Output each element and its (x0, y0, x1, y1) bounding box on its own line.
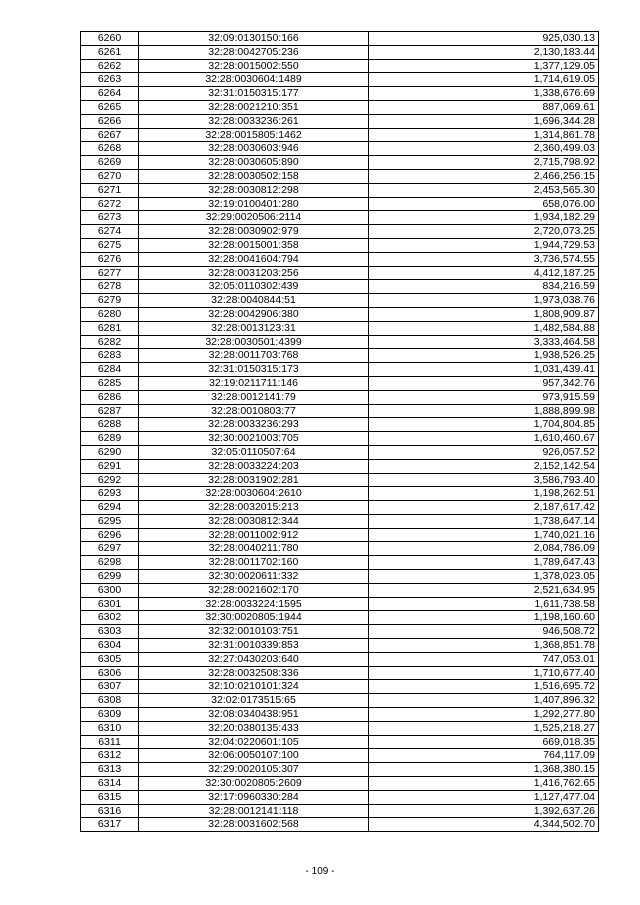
row-number-cell: 6276 (81, 252, 139, 266)
row-number-cell: 6287 (81, 404, 139, 418)
table-row (81, 501, 599, 515)
cadastral-number-cell: 32:28:0031602:568 (139, 818, 369, 832)
row-number-cell: 6264 (81, 87, 139, 101)
cadastral-number-cell: 32:28:0031902:281 (139, 473, 369, 487)
row-number-cell: 6298 (81, 556, 139, 570)
cadastral-number-cell: 32:08:0340438:951 (139, 708, 369, 722)
cadastral-number-cell: 32:28:0030501:4399 (139, 335, 369, 349)
cadastral-number-cell: 32:02:0173515:65 (139, 694, 369, 708)
cadastral-number-cell: 32:28:0030902:979 (139, 225, 369, 239)
table-row (81, 721, 599, 735)
table-row (81, 542, 599, 556)
cadastral-number-cell: 32:31:0150315:173 (139, 363, 369, 377)
value-cell: 2,466,256.15 (369, 169, 599, 183)
row-number-cell: 6294 (81, 501, 139, 515)
value-cell: 1,611,738.58 (369, 597, 599, 611)
value-cell: 1,808,909.87 (369, 307, 599, 321)
value-cell: 4,412,187.25 (369, 266, 599, 280)
value-cell: 1,368,851.78 (369, 639, 599, 653)
row-number-cell: 6306 (81, 666, 139, 680)
value-cell: 2,720,073.25 (369, 225, 599, 239)
table-row (81, 197, 599, 211)
table-row (81, 625, 599, 639)
value-cell: 1,127,477.04 (369, 790, 599, 804)
row-number-cell: 6268 (81, 142, 139, 156)
row-number-cell: 6288 (81, 418, 139, 432)
row-number-cell: 6289 (81, 432, 139, 446)
row-number-cell: 6281 (81, 321, 139, 335)
row-number-cell: 6296 (81, 528, 139, 542)
cadastral-number-cell: 32:28:0010803:77 (139, 404, 369, 418)
value-cell: 1,198,262.51 (369, 487, 599, 501)
table-row (81, 45, 599, 59)
value-cell: 1,392,637.26 (369, 804, 599, 818)
value-cell: 1,525,218.27 (369, 721, 599, 735)
row-number-cell: 6262 (81, 59, 139, 73)
cadastral-number-cell: 32:28:0011702:160 (139, 556, 369, 570)
table-row (81, 556, 599, 570)
table-row (81, 390, 599, 404)
table-row (81, 321, 599, 335)
table-row (81, 142, 599, 156)
cadastral-number-cell: 32:17:0960330:284 (139, 790, 369, 804)
value-cell: 925,030.13 (369, 32, 599, 46)
cadastral-number-cell: 32:28:0041604:794 (139, 252, 369, 266)
cadastral-number-cell: 32:28:0030812:344 (139, 514, 369, 528)
cadastral-number-cell: 32:28:0033236:261 (139, 114, 369, 128)
value-cell: 1,944,729.53 (369, 238, 599, 252)
cadastral-number-cell: 32:28:0032508:336 (139, 666, 369, 680)
value-cell: 1,377,129.05 (369, 59, 599, 73)
cadastral-number-cell: 32:09:0130150:166 (139, 32, 369, 46)
value-cell: 1,738,647.14 (369, 514, 599, 528)
table-row (81, 583, 599, 597)
page-number: - 109 - (305, 866, 335, 877)
cadastral-number-cell: 32:28:0030604:1489 (139, 73, 369, 87)
table-row (81, 473, 599, 487)
cadastral-number-cell: 32:05:0110302:439 (139, 280, 369, 294)
table-row (81, 611, 599, 625)
cadastral-number-cell: 32:10:0210101:324 (139, 680, 369, 694)
value-cell: 834,216.59 (369, 280, 599, 294)
row-number-cell: 6277 (81, 266, 139, 280)
row-number-cell: 6278 (81, 280, 139, 294)
row-number-cell: 6305 (81, 652, 139, 666)
row-number-cell: 6279 (81, 294, 139, 308)
value-cell: 2,152,142.54 (369, 459, 599, 473)
value-cell: 1,338,676.69 (369, 87, 599, 101)
row-number-cell: 6265 (81, 100, 139, 114)
cadastral-number-cell: 32:28:0030605:890 (139, 156, 369, 170)
cadastral-number-cell: 32:28:0040844:51 (139, 294, 369, 308)
cadastral-number-cell: 32:28:0011703:768 (139, 349, 369, 363)
cadastral-number-cell: 32:28:0032015:213 (139, 501, 369, 515)
table-row (81, 335, 599, 349)
cadastral-number-cell: 32:28:0021602:170 (139, 583, 369, 597)
table-row (81, 652, 599, 666)
value-cell: 1,482,584.88 (369, 321, 599, 335)
value-cell: 946,508.72 (369, 625, 599, 639)
table-row (81, 307, 599, 321)
table-row (81, 735, 599, 749)
value-cell: 3,586,793.40 (369, 473, 599, 487)
value-cell: 2,521,634.95 (369, 583, 599, 597)
value-cell: 1,516,695.72 (369, 680, 599, 694)
value-cell: 1,314,861.78 (369, 128, 599, 142)
cadastral-number-cell: 32:28:0012141:79 (139, 390, 369, 404)
row-number-cell: 6311 (81, 735, 139, 749)
row-number-cell: 6309 (81, 708, 139, 722)
cadastral-number-cell: 32:27:0430203:640 (139, 652, 369, 666)
table-row (81, 790, 599, 804)
value-cell: 1,740,021.16 (369, 528, 599, 542)
row-number-cell: 6285 (81, 376, 139, 390)
value-cell: 1,934,182.29 (369, 211, 599, 225)
cadastral-number-cell: 32:31:0010339:853 (139, 639, 369, 653)
table-row (81, 528, 599, 542)
cadastral-number-cell: 32:28:0033236:293 (139, 418, 369, 432)
cadastral-number-cell: 32:28:0030604:2610 (139, 487, 369, 501)
row-number-cell: 6272 (81, 197, 139, 211)
table-row (81, 487, 599, 501)
row-number-cell: 6293 (81, 487, 139, 501)
row-number-cell: 6280 (81, 307, 139, 321)
table-row (81, 432, 599, 446)
table-row (81, 639, 599, 653)
value-cell: 3,333,464.58 (369, 335, 599, 349)
cadastral-number-cell: 32:31:0150315:177 (139, 87, 369, 101)
row-number-cell: 6299 (81, 570, 139, 584)
cadastral-number-cell: 32:06:0050107:100 (139, 749, 369, 763)
table-row (81, 238, 599, 252)
cadastral-number-cell: 32:20:0380135:433 (139, 721, 369, 735)
cadastral-number-cell: 32:30:0020805:2609 (139, 777, 369, 791)
table-row (81, 445, 599, 459)
table-row (81, 818, 599, 832)
row-number-cell: 6304 (81, 639, 139, 653)
value-cell: 1,888,899.98 (369, 404, 599, 418)
row-number-cell: 6271 (81, 183, 139, 197)
value-cell: 2,187,617.42 (369, 501, 599, 515)
table-row (81, 777, 599, 791)
value-cell: 2,715,798.92 (369, 156, 599, 170)
value-cell: 1,031,439.41 (369, 363, 599, 377)
cadastral-number-cell: 32:28:0015002:550 (139, 59, 369, 73)
value-cell: 1,938,526.25 (369, 349, 599, 363)
value-cell: 926,057.52 (369, 445, 599, 459)
value-cell: 669,018.35 (369, 735, 599, 749)
value-cell: 2,453,565.30 (369, 183, 599, 197)
table-row (81, 114, 599, 128)
table-row (81, 597, 599, 611)
value-cell: 973,915.59 (369, 390, 599, 404)
table-row (81, 763, 599, 777)
cadastral-number-cell: 32:29:0020506:2114 (139, 211, 369, 225)
cadastral-number-cell: 32:28:0015001:358 (139, 238, 369, 252)
cadastral-number-cell: 32:28:0021210:351 (139, 100, 369, 114)
value-cell: 4,344,502.70 (369, 818, 599, 832)
cadastral-number-cell: 32:28:0040211:780 (139, 542, 369, 556)
table-row (81, 32, 599, 46)
cadastral-number-cell: 32:28:0013123:31 (139, 321, 369, 335)
cadastral-number-cell: 32:28:0012141:118 (139, 804, 369, 818)
row-number-cell: 6295 (81, 514, 139, 528)
table-row (81, 459, 599, 473)
table-row (81, 749, 599, 763)
table-row (81, 680, 599, 694)
cadastral-number-cell: 32:04:0220601:105 (139, 735, 369, 749)
row-number-cell: 6266 (81, 114, 139, 128)
row-number-cell: 6284 (81, 363, 139, 377)
row-number-cell: 6307 (81, 680, 139, 694)
row-number-cell: 6316 (81, 804, 139, 818)
row-number-cell: 6261 (81, 45, 139, 59)
value-cell: 1,416,762.65 (369, 777, 599, 791)
row-number-cell: 6286 (81, 390, 139, 404)
value-cell: 1,368,380.15 (369, 763, 599, 777)
cadastral-number-cell: 32:28:0030502:158 (139, 169, 369, 183)
row-number-cell: 6317 (81, 818, 139, 832)
row-number-cell: 6303 (81, 625, 139, 639)
value-cell: 1,407,896.32 (369, 694, 599, 708)
table-row (81, 169, 599, 183)
row-number-cell: 6308 (81, 694, 139, 708)
cadastral-number-cell: 32:30:0020611:332 (139, 570, 369, 584)
value-cell: 1,973,038.76 (369, 294, 599, 308)
value-cell: 957,342.76 (369, 376, 599, 390)
table-row (81, 708, 599, 722)
row-number-cell: 6313 (81, 763, 139, 777)
row-number-cell: 6263 (81, 73, 139, 87)
value-cell: 1,696,344.28 (369, 114, 599, 128)
row-number-cell: 6290 (81, 445, 139, 459)
value-cell: 1,710,677.40 (369, 666, 599, 680)
cadastral-number-cell: 32:30:0021003:705 (139, 432, 369, 446)
cadastral-number-cell: 32:05:0110507:64 (139, 445, 369, 459)
table-row (81, 294, 599, 308)
table-row (81, 804, 599, 818)
table-row (81, 666, 599, 680)
row-number-cell: 6310 (81, 721, 139, 735)
value-cell: 1,610,460.67 (369, 432, 599, 446)
table-row (81, 694, 599, 708)
row-number-cell: 6283 (81, 349, 139, 363)
row-number-cell: 6282 (81, 335, 139, 349)
cadastral-value-table (80, 31, 599, 832)
row-number-cell: 6291 (81, 459, 139, 473)
value-cell: 764,117.09 (369, 749, 599, 763)
value-cell: 1,714,619.05 (369, 73, 599, 87)
row-number-cell: 6300 (81, 583, 139, 597)
table-row (81, 363, 599, 377)
cadastral-number-cell: 32:30:0020805:1944 (139, 611, 369, 625)
table-row (81, 514, 599, 528)
value-cell: 887,069.61 (369, 100, 599, 114)
table-row (81, 570, 599, 584)
table-row (81, 404, 599, 418)
value-cell: 1,198,160.60 (369, 611, 599, 625)
table-row (81, 225, 599, 239)
row-number-cell: 6269 (81, 156, 139, 170)
row-number-cell: 6315 (81, 790, 139, 804)
cadastral-number-cell: 32:28:0011002:912 (139, 528, 369, 542)
value-cell: 1,704,804.85 (369, 418, 599, 432)
table-row (81, 280, 599, 294)
table-row (81, 376, 599, 390)
row-number-cell: 6275 (81, 238, 139, 252)
row-number-cell: 6270 (81, 169, 139, 183)
cadastral-number-cell: 32:28:0033224:203 (139, 459, 369, 473)
cadastral-number-cell: 32:19:0211711:146 (139, 376, 369, 390)
value-cell: 1,292,277.80 (369, 708, 599, 722)
cadastral-number-cell: 32:29:0020105:307 (139, 763, 369, 777)
cadastral-number-cell: 32:28:0015805:1462 (139, 128, 369, 142)
table-row (81, 87, 599, 101)
cadastral-number-cell: 32:28:0030603:946 (139, 142, 369, 156)
value-cell: 747,053.01 (369, 652, 599, 666)
cadastral-number-cell: 32:19:0100401:280 (139, 197, 369, 211)
value-cell: 658,076.00 (369, 197, 599, 211)
table-row (81, 418, 599, 432)
value-cell: 3,736,574.55 (369, 252, 599, 266)
row-number-cell: 6301 (81, 597, 139, 611)
row-number-cell: 6267 (81, 128, 139, 142)
table-row (81, 211, 599, 225)
value-cell: 1,789,647.43 (369, 556, 599, 570)
table-row (81, 183, 599, 197)
cadastral-number-cell: 32:28:0042906:380 (139, 307, 369, 321)
table-row (81, 156, 599, 170)
value-cell: 2,130,183.44 (369, 45, 599, 59)
cadastral-number-cell: 32:28:0031203:256 (139, 266, 369, 280)
table-row (81, 266, 599, 280)
cadastral-number-cell: 32:28:0033224:1595 (139, 597, 369, 611)
row-number-cell: 6297 (81, 542, 139, 556)
row-number-cell: 6292 (81, 473, 139, 487)
table-row (81, 252, 599, 266)
table-row (81, 128, 599, 142)
value-cell: 2,084,786.09 (369, 542, 599, 556)
row-number-cell: 6274 (81, 225, 139, 239)
table-row (81, 349, 599, 363)
table-row (81, 73, 599, 87)
row-number-cell: 6314 (81, 777, 139, 791)
value-cell: 2,360,499.03 (369, 142, 599, 156)
cadastral-number-cell: 32:28:0042705:236 (139, 45, 369, 59)
value-cell: 1,378,023.05 (369, 570, 599, 584)
table-body (81, 32, 599, 832)
cadastral-number-cell: 32:32:0010103:751 (139, 625, 369, 639)
row-number-cell: 6312 (81, 749, 139, 763)
cadastral-number-cell: 32:28:0030812:298 (139, 183, 369, 197)
row-number-cell: 6260 (81, 32, 139, 46)
table-row (81, 59, 599, 73)
row-number-cell: 6302 (81, 611, 139, 625)
row-number-cell: 6273 (81, 211, 139, 225)
table-row (81, 100, 599, 114)
